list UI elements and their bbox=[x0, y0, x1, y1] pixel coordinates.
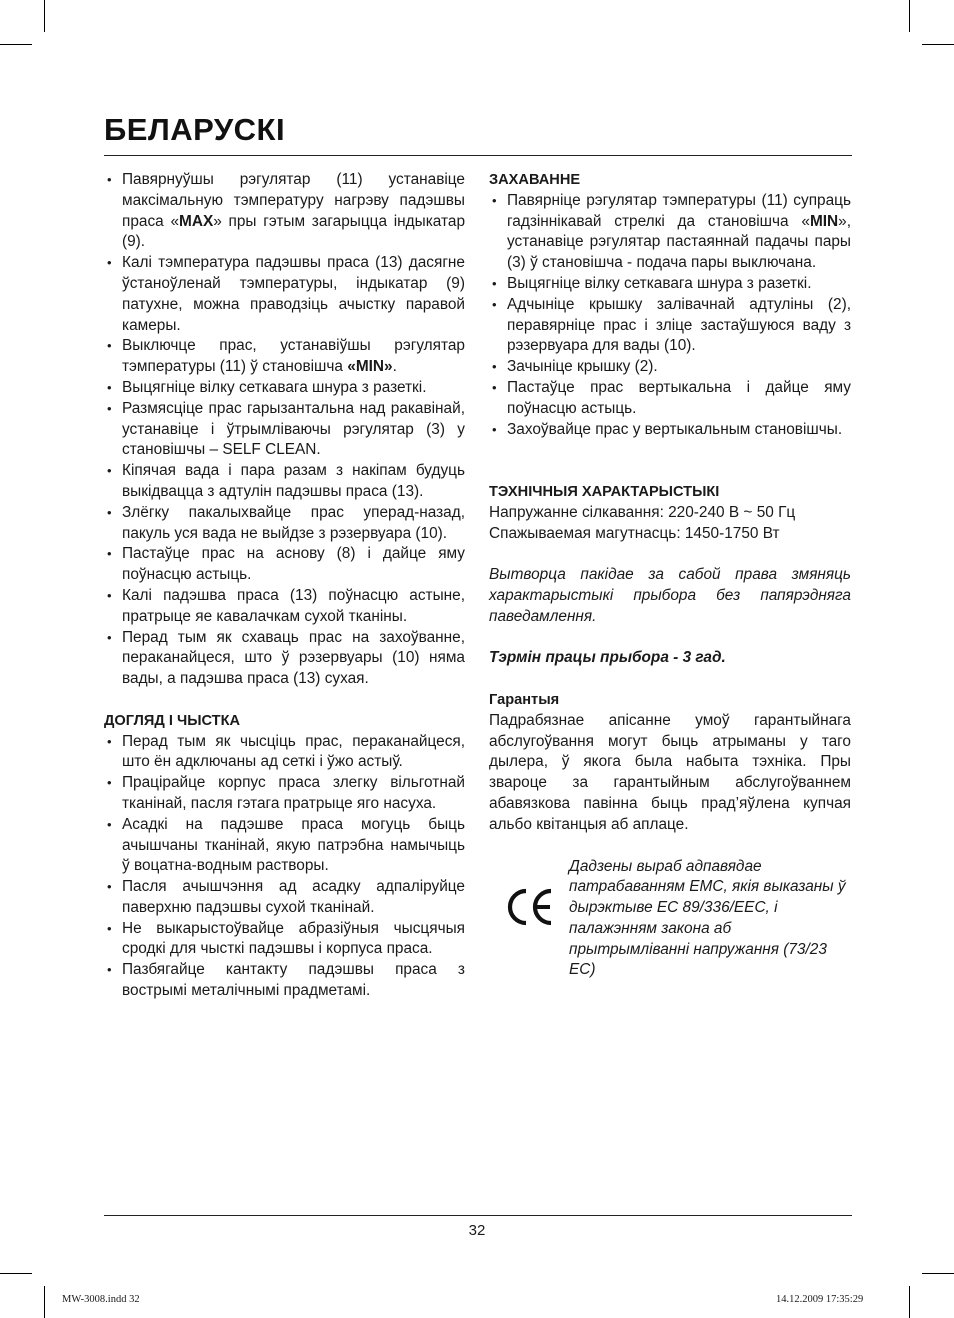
cleaning-steps-list bbox=[104, 170, 465, 690]
list-item: • Выключце прас, устанавіўшы рэгулятар тэмпературы (11) ў становішча «MIN». bbox=[104, 336, 465, 378]
page-number: 32 bbox=[468, 1222, 486, 1239]
list-item: • Пастаўце прас на аснову (8) і дайце яму поўнасцю астыць. bbox=[104, 544, 465, 586]
crop-mark bbox=[44, 0, 45, 32]
care-list bbox=[104, 732, 465, 1002]
list-item: • Працірайце корпус праса злегку вільготнай тканінай, пасля гэтага пратрыце яго насуха. bbox=[104, 773, 465, 815]
service-life: Тэрмін працы прыбора - 3 гад. bbox=[489, 649, 726, 667]
left-column bbox=[104, 170, 465, 1002]
crop-mark bbox=[0, 44, 32, 45]
list-item: • Пастаўце прас вертыкальна і дайце яму поўнасцю астыць. bbox=[489, 378, 851, 420]
spec-voltage: Напружанне сілкавання: 220-240 В ~ 50 Гц bbox=[489, 503, 796, 521]
spec-power: Спажываемая магутнасць: 1450-1750 Вт bbox=[489, 524, 780, 542]
list-item: • Злёгку пакалыхвайце прас уперад-назад, пакуль уся вада не выйдзе з рэзервуара (10). bbox=[104, 503, 465, 545]
list-item: • Захоўвайце прас у вертыкальным становішчы. bbox=[489, 420, 851, 441]
compliance-text: Дадзены выраб адпавядае патрабаванням ЕМС, якія выказаны ў дырэктыве ЕС 89/336/ЕЕС, і палажэнням закона аб прытрымліванні напружання (73/23 ЕС) bbox=[569, 857, 846, 979]
list-item: • Павярнуўшы рэгулятар (11) устанавіце максімальную тэмпературу нагрэву падэшвы праса «MAX» пры гэтым загарыцца індыкатар (9). bbox=[104, 170, 465, 253]
list-item: • Размясціце прас гарызантальна над ракавінай, устанавіце і ўтрымліваючы рэгулятар (3) у становішчы – SELF CLEAN. bbox=[104, 399, 465, 461]
care-heading: ДОГЛЯД І ЧЫСТКА bbox=[104, 712, 241, 729]
footer-rule bbox=[104, 1215, 852, 1216]
crop-mark bbox=[909, 1286, 910, 1318]
list-item: • Адчыніце крышку залівачнай адтуліны (2), перавярніце прас і зліце застаўшуюся ваду з рэзервуара для вады (10). bbox=[489, 295, 851, 357]
list-item: • Перад тым як чысціць прас, пераканайцеся, што ён адключаны ад сеткі і ўжо астыў. bbox=[104, 732, 465, 774]
warranty-text: Падрабязнае апісанне умоў гарантыйнага абслугоўвання могут быць атрыманы у таго дылера, ў якога была набыта тэхніка. Пры звароце за гарантыйным абслугоўваннем абавязкова павінна быць прад’яўлена купчая альбо квітанцыя аб аплаце. bbox=[489, 711, 851, 833]
list-item: • Пазбягайце кантакту падэшвы праса з вострымі металічнымі прадметамі. bbox=[104, 960, 465, 1002]
list-item: • Выцягніце вілку сеткавага шнура з разеткі. bbox=[489, 274, 851, 295]
crop-mark bbox=[0, 1273, 32, 1274]
list-item: • Асадкі на падэшве праса могуць быць ачышчаны тканінай, якую патрэбна намычыць ў воцатна-водным растворы. bbox=[104, 815, 465, 877]
header-rule bbox=[104, 155, 852, 156]
page-title: БЕЛАРУСКІ bbox=[104, 112, 286, 147]
list-item: • Калі падэшва праса (13) поўнасцю астыне, пратрыце яе кавалачкам сухой тканіны. bbox=[104, 586, 465, 628]
list-item: • Павярніце рэгулятар тэмпературы (11) супраць гадзіннікавай стрелкі да становішча «MIN», устанавіце рэгулятар пастаяннай падачы пары (3) ў становішча - подача пары выключана. bbox=[489, 191, 851, 274]
warranty-heading: Гарантыя bbox=[489, 691, 560, 708]
crop-mark bbox=[909, 0, 910, 32]
manufacturer-note: Вытворца пакідае за сабой права змяняць характарыстыкі прыбора без папярэдняга паведамлення. bbox=[489, 566, 851, 625]
specs-heading: ТЭХНІЧНЫЯ ХАРАКТАРЫСТЫКІ bbox=[489, 483, 720, 500]
list-item: • Пасля ачышчэння ад асадку адпаліруйце паверхню падэшвы сухой тканінай. bbox=[104, 877, 465, 919]
right-column bbox=[489, 170, 851, 987]
list-item: • Зачыніце крышку (2). bbox=[489, 357, 851, 378]
storage-heading: ЗАХАВАННЕ bbox=[489, 172, 581, 188]
compliance-block bbox=[489, 857, 851, 987]
list-item: • Не выкарыстоўвайце абразіўныя чысцячыя сродкі для чысткі падэшвы і корпуса праса. bbox=[104, 919, 465, 961]
list-item: • Кіпячая вада і пара разам з накіпам будуць выкідвацца з адтулін падэшвы праса (13). bbox=[104, 461, 465, 503]
list-item: • Калі тэмпература падэшвы праса (13) дасягне ўстаноўленай тэмпературы, індыкатар (9) патухне, можна праводзіць ачыстку паравой камеры. bbox=[104, 253, 465, 336]
ce-mark-icon bbox=[505, 887, 555, 927]
storage-list bbox=[489, 191, 851, 441]
crop-mark bbox=[922, 1273, 954, 1274]
footer-file-info: MW-3008.indd 32 bbox=[62, 1294, 140, 1305]
crop-mark bbox=[44, 1286, 45, 1318]
crop-mark bbox=[922, 44, 954, 45]
list-item: • Выцягніце вілку сеткавага шнура з разеткі. bbox=[104, 378, 465, 399]
list-item: • Перад тым як схаваць прас на захоўванне, пераканайцеся, што ў рэзервуары (10) няма вады, а падэшва праса (13) сухая. bbox=[104, 628, 465, 690]
footer-date: 14.12.2009 17:35:29 bbox=[776, 1294, 864, 1305]
